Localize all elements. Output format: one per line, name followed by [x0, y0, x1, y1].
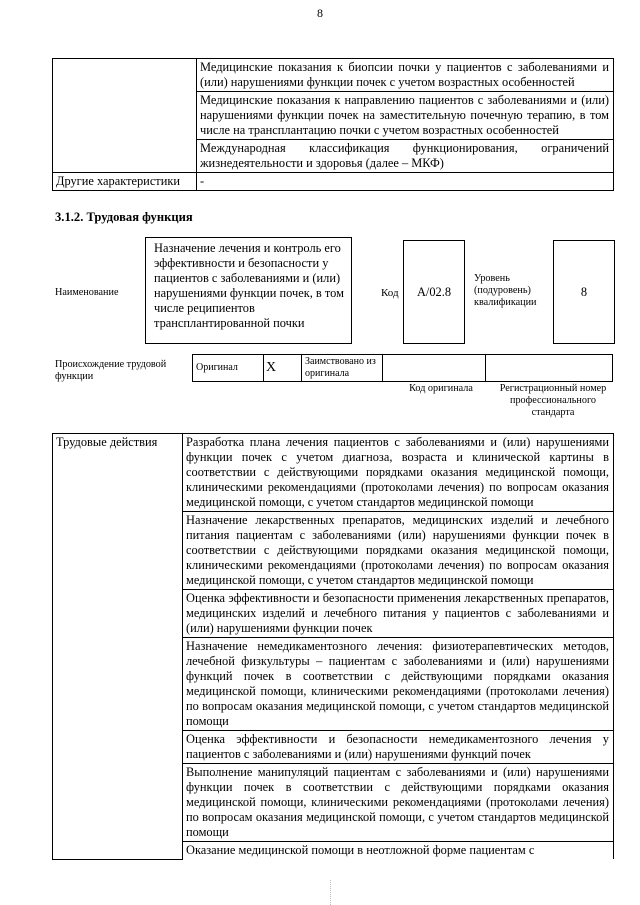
original-code-cell — [383, 355, 486, 382]
registration-number-cell — [486, 355, 613, 382]
labour-action-item: Назначение немедикаментозного лечения: физиотерапевтических методов, лечебной физкультуры – пациентам с заболеваниями и (или) нарушениями функций почек в соответствии с действующими порядками оказания медицинской помощи, клиническими рекомендациями (протоколами лечения) по вопросам оказания медицинской помощи, с учетом стандартов медицинской помощи — [183, 638, 614, 731]
scan-artifact-line — [330, 880, 332, 905]
function-code-value: А/02.8 — [403, 240, 465, 344]
origin-label: Происхождение трудовой функции — [55, 359, 167, 382]
borrowed-label: Заимствовано из оригинала — [302, 355, 383, 382]
table-cell: Медицинские показания к направлению пациентов с заболеваниями и (или) нарушениями функции почек на заместительную почечную терапию, в том числе на трансплантацию почки с учетом возрастных особенностей — [197, 92, 614, 140]
name-label: Наименование — [55, 287, 119, 298]
labour-action-item: Назначение лекарственных препаратов, медицинских изделий и лечебного питания пациентам с заболеваниями (или) нарушениями функции почек в соответствии с действующими порядками оказания медицинской помощи, клиническими рекомендациями (протоколами лечения) по вопросам оказания медицинской помощи, с учетом стандартов медицинской помощи — [183, 512, 614, 590]
labour-action-item: Оценка эффективности и безопасности применения лекарственных препаратов, медицинских изделий и лечебного питания у пациентов с заболеваниями и (или) нарушениями функции почек — [183, 590, 614, 638]
labour-action-item: Оценка эффективности и безопасности немедикаментозного лечения у пациентов с заболеваниями и (или) нарушениями функций почек — [183, 731, 614, 764]
labour-action-item: Выполнение манипуляций пациентам с заболеваниями и (или) нарушениями функции почек в соответствии с действующими порядками оказания медицинской помощи, клиническими рекомендациями (протоколами лечения) по вопросам оказания медицинской помощи, с учетом стандартов медицинской помощи — [183, 764, 614, 842]
section-title: 3.1.2. Трудовая функция — [55, 210, 193, 224]
page-number: 8 — [317, 6, 323, 20]
qualification-level-value: 8 — [553, 240, 615, 344]
qualification-level-label: Уровень (подуровень) квалификации — [474, 273, 537, 308]
table-row — [193, 355, 613, 382]
labour-actions-table — [52, 433, 614, 860]
registration-number-caption: Регистрационный номер профессионального стандарта — [499, 383, 607, 418]
empty-label-cell — [53, 59, 197, 173]
table-cell: Медицинские показания к биопсии почки у пациентов с заболеваниями и (или) нарушениями функции почек с учетом возрастных особенностей — [197, 59, 614, 92]
labour-actions-label: Трудовые действия — [53, 434, 183, 860]
table-row — [53, 173, 614, 191]
original-code-caption: Код оригинала — [409, 383, 473, 394]
origin-table — [192, 354, 613, 382]
knowledge-table-continuation — [52, 58, 614, 191]
function-name-value: Назначение лечения и контроль его эффективности и безопасности у пациентов с заболеваниями и (или) нарушениями функции почек, в том числе реципиентов трансплантированной почки — [145, 237, 352, 344]
labour-action-item: Оказание медицинской помощи в неотложной форме пациентам с — [183, 842, 614, 860]
other-characteristics-value: - — [197, 173, 614, 191]
other-characteristics-label: Другие характеристики — [53, 173, 197, 191]
original-mark: X — [264, 355, 302, 382]
code-label: Код — [381, 287, 399, 299]
labour-action-item: Разработка плана лечения пациентов с заболеваниями и (или) нарушениями функции почек с учетом диагноза, возраста и клинической картины в соответствии с действующими порядками оказания медицинской помощи, клиническими рекомендациями (протоколами лечения) по вопросам оказания медицинской помощи, с учетом стандартов медицинской помощи — [183, 434, 614, 512]
original-label: Оригинал — [193, 355, 264, 382]
table-row — [53, 59, 614, 92]
table-cell: Международная классификация функционирования, ограничений жизнедеятельности и здоровья (далее – МКФ) — [197, 140, 614, 173]
table-row — [53, 434, 614, 512]
